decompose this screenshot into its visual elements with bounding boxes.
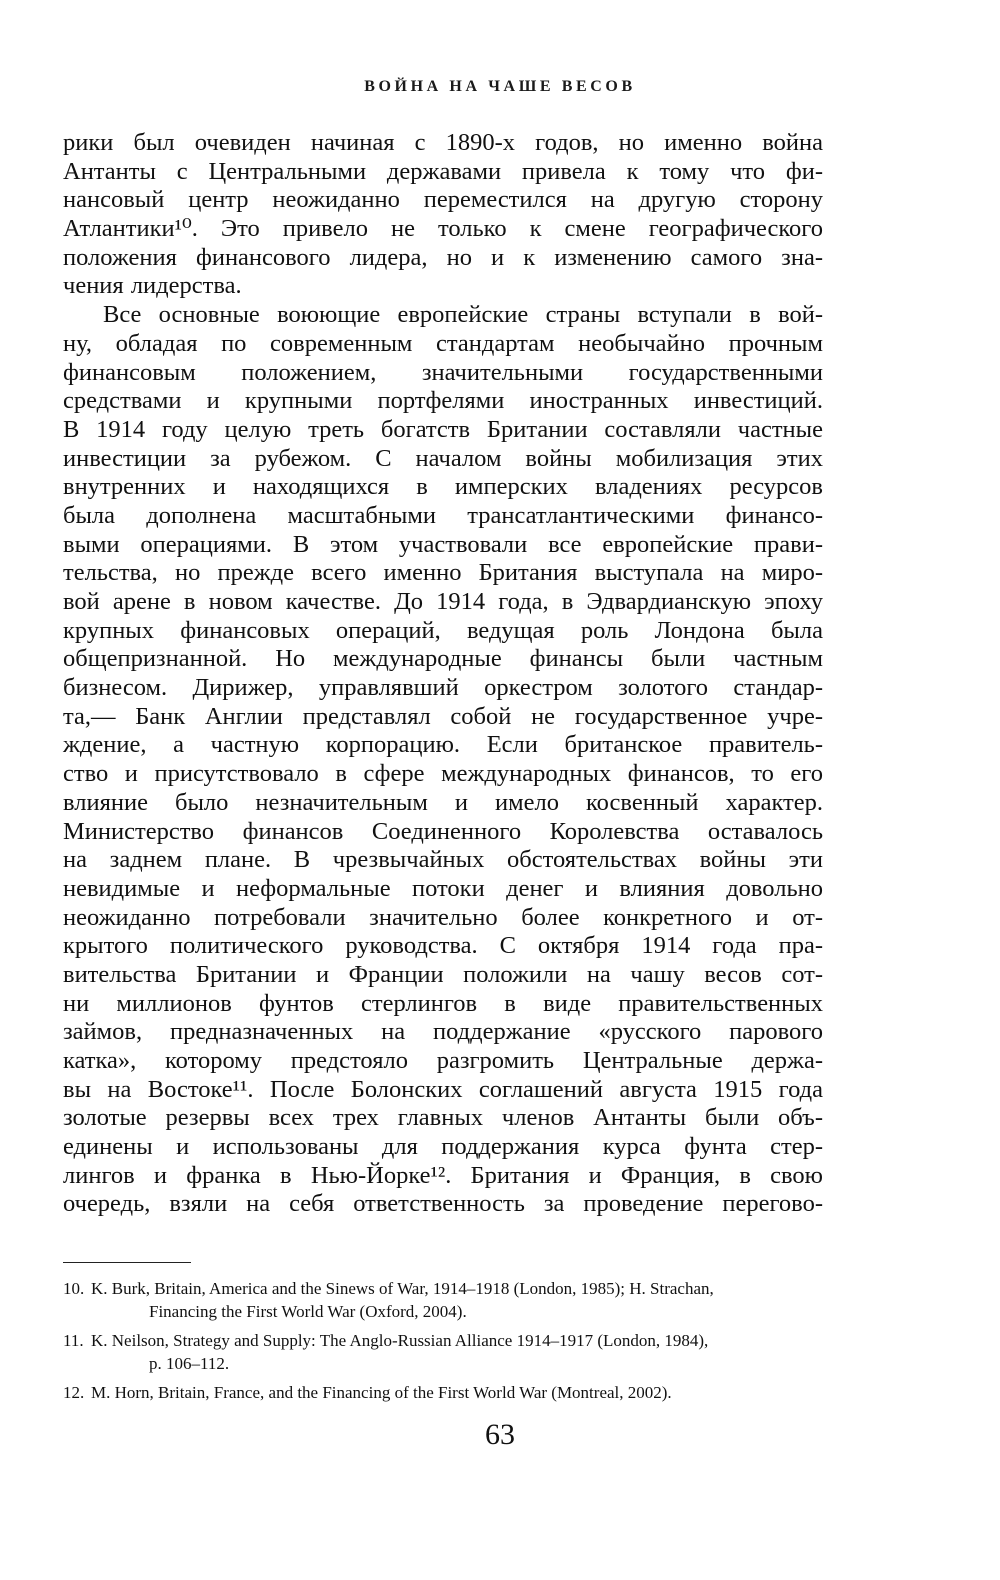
- footnote-divider: [63, 1262, 191, 1263]
- body-line: положения финансового лидера, но и к изменению самого зна-: [63, 243, 823, 271]
- body-line: лингов и франка в Нью-Йорке¹². Британия и Франция, в свою: [63, 1161, 823, 1189]
- body-line: Все основные воюющие европейские страны вступали в вой-: [103, 301, 823, 329]
- body-line: ство и присутствовало в сфере международных финансов, то его: [63, 760, 823, 788]
- body-text: [63, 129, 823, 1219]
- body-line: инвестиции за рубежом. С началом войны мобилизация этих: [63, 444, 823, 472]
- footnote: [63, 1329, 823, 1375]
- footnote-line: K. Neilson, Strategy and Supply: The Anglo-Russian Alliance 1914–1917 (London, 1984),: [91, 1331, 709, 1350]
- body-line: выми операциями. В этом участвовали все европейские прави-: [63, 530, 823, 558]
- footnote: [63, 1277, 823, 1323]
- body-line: золотые резервы всех трех главных членов Антанты были объ-: [63, 1104, 823, 1132]
- body-line: вы на Востоке¹¹. После Болонских соглашений августа 1915 года: [63, 1075, 823, 1103]
- body-line: займов, предназначенных на поддержание «русского парового: [63, 1018, 823, 1046]
- body-line: та,— Банк Англии представлял собой не государственное учре-: [63, 702, 823, 730]
- body-line: Антанты с Центральными державами привела к тому что фи-: [63, 157, 823, 185]
- footnote: [63, 1381, 823, 1404]
- body-line: вой арене в новом качестве. До 1914 года, в Эдвардианскую эпоху: [63, 588, 823, 615]
- body-line: финансовым положением, значительными государственными: [63, 358, 823, 386]
- footnote-line: Financing the First World War (Oxford, 2004).: [149, 1302, 467, 1321]
- body-line: В 1914 году целую треть богатств Британии составляли частные: [63, 415, 823, 443]
- body-line: внутренних и находящихся в имперских владениях ресурсов: [63, 473, 823, 501]
- body-line: невидимые и неформальные потоки денег и влияния довольно: [63, 874, 823, 902]
- footnote-line: M. Horn, Britain, France, and the Financing of the First World War (Montreal, 2002).: [91, 1383, 672, 1402]
- running-head: ВОЙНА НА ЧАШЕ ВЕСОВ: [364, 78, 636, 95]
- body-line: общепризнанной. Но международные финансы были частным: [63, 645, 823, 673]
- body-line: Министерство финансов Соединенного Королевства оставалось: [63, 817, 823, 845]
- body-line: средствами и крупными портфелями иностранных инвестиций.: [63, 387, 823, 415]
- body-line: ждение, а частную корпорацию. Если британское правитель-: [63, 731, 823, 759]
- body-line: бизнесом. Дирижер, управлявший оркестром золотого стандар-: [63, 674, 823, 702]
- body-line: крупных финансовых операций, ведущая роль Лондона была: [63, 616, 823, 644]
- footnote-number: 11.: [63, 1331, 84, 1350]
- body-line: вительства Британии и Франции положили на чашу весов сот-: [63, 960, 823, 988]
- body-line: ну, обладая по современным стандартам необычайно прочным: [63, 329, 823, 357]
- body-line: влияние было незначительным и имело косвенный характер.: [63, 788, 823, 816]
- body-line: катка», которому предстояло разгромить Центральные держа-: [63, 1047, 823, 1074]
- body-line: крытого политического руководства. С октября 1914 года пра-: [63, 932, 823, 960]
- footnote-number: 10.: [63, 1279, 85, 1298]
- body-line: рики был очевиден начиная с 1890-х годов, но именно война: [63, 129, 823, 156]
- body-line: очередь, взяли на себя ответственность за проведение перегово-: [63, 1190, 823, 1218]
- body-line: на заднем плане. В чрезвычайных обстоятельствах войны эти: [63, 846, 823, 874]
- body-line: ни миллионов фунтов стерлингов в виде правительственных: [63, 989, 823, 1017]
- body-line: единены и использованы для поддержания курса фунта стер-: [63, 1133, 823, 1161]
- body-line: нансовый центр неожиданно переместился на другую сторону: [63, 186, 823, 214]
- body-line: неожиданно потребовали значительно более конкретного и от-: [63, 903, 823, 931]
- body-line: была дополнена масштабными трансатлантическими финансо-: [63, 501, 823, 529]
- body-line: тельства, но прежде всего именно Британия выступала на миро-: [63, 559, 823, 587]
- footnote-line: p. 106–112.: [149, 1354, 230, 1373]
- footnotes: [63, 1277, 823, 1410]
- footnote-number: 12.: [63, 1383, 85, 1402]
- body-line: чения лидерства.: [63, 272, 242, 300]
- footnote-line: K. Burk, Britain, America and the Sinews of War, 1914–1918 (London, 1985); H. Strachan,: [91, 1279, 714, 1298]
- body-line: Атлантики¹⁰. Это привело не только к смене географического: [63, 215, 823, 243]
- page-number: 63: [485, 1418, 515, 1451]
